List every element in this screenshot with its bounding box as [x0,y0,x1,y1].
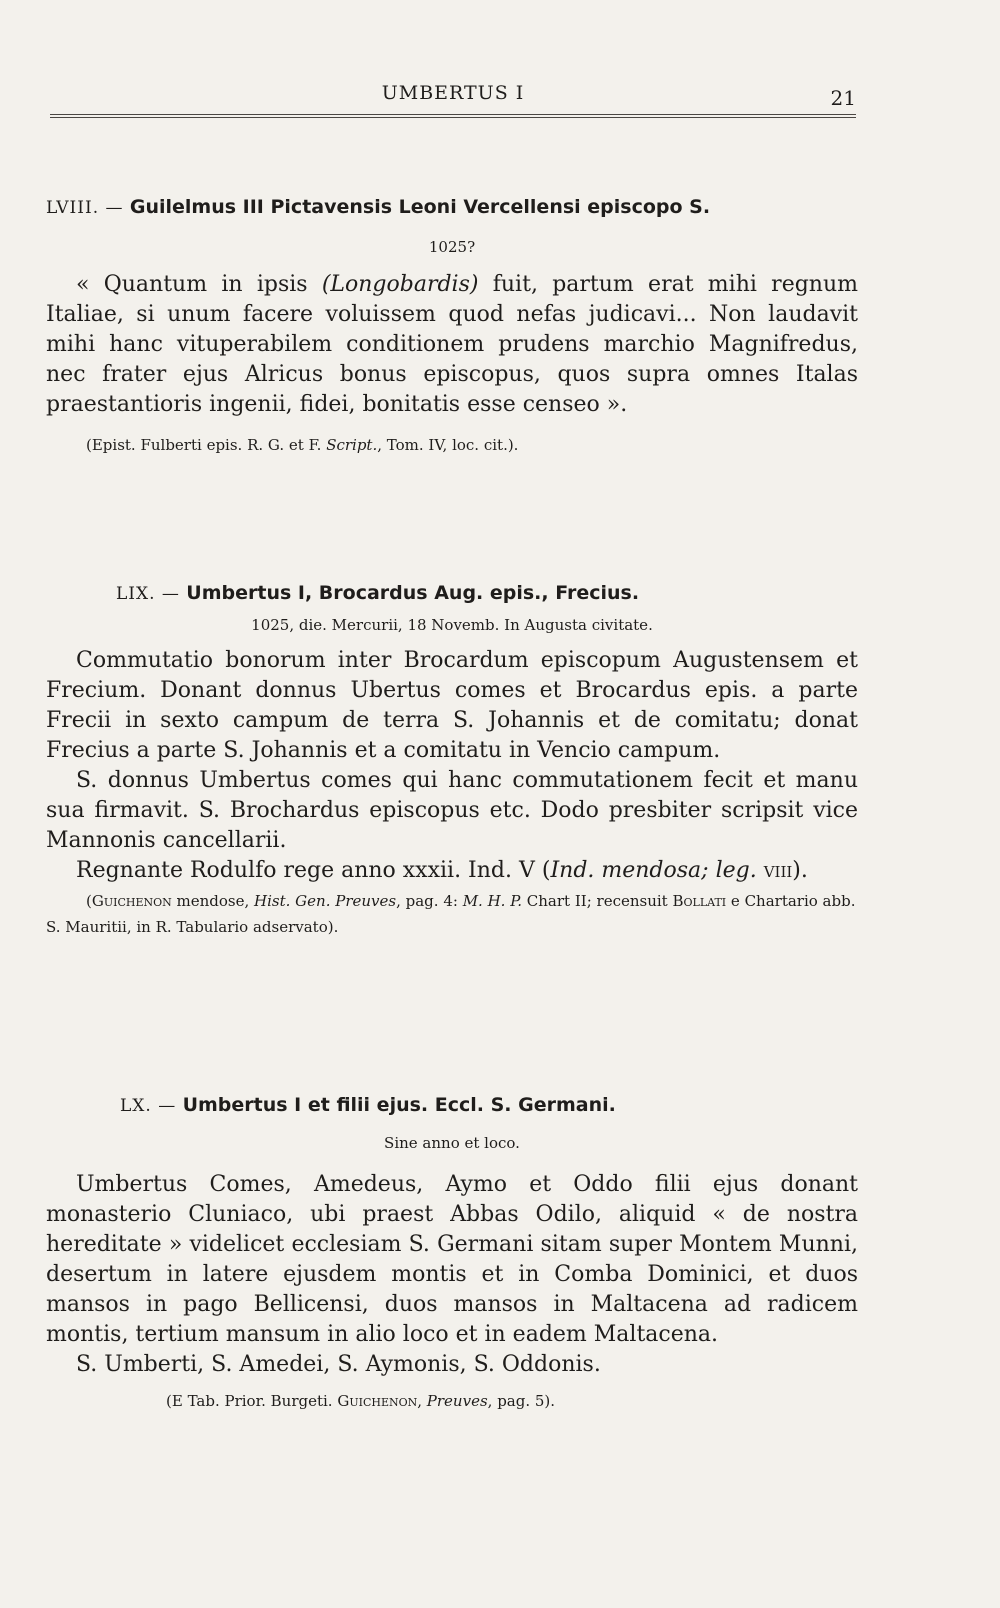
section-heading [46,580,858,604]
source-citation [46,888,858,940]
text-run: Script. [326,436,378,454]
text-run: , pag. 4: [396,892,463,910]
paragraph: S. donnus Umbertus comes qui hanc commutationem fecit et manu sua firmavit. S. Brochardus episcopus etc. Dodo presbiter scripsit vice Mannonis cancellarii. [46,768,858,853]
text-run: Ind. mendosa; leg. [550,858,757,883]
text-run: (Epist. Fulberti epis. R. G. et F. [86,436,327,454]
source-citation [46,432,858,458]
paragraph [46,856,858,886]
section-date: Sine anno et loco. [384,1134,520,1152]
text-run: Regnante Rodulfo rege anno xxxii. Ind. V ( [76,858,551,883]
section-number: LVIII. — [46,198,124,218]
section-title: Umbertus I, Brocardus Aug. epis., Frecius. [186,582,640,604]
section-title: Guilelmus III Pictavensis Leoni Vercellensi episcopo S. [129,196,711,218]
header-rule [50,117,856,118]
paragraph: Umbertus Comes, Amedeus, Aymo et Oddo filii ejus donant monasterio Cluniaco, ubi praest Abbas Odilo, aliquid « de nostra hereditate » videlicet ecclesiam S. Germani sitam super Montem Munni, desertum in latere ejusdem montis et in Comba Dominici, et duos mansos in pago Bellicensi, duos mansos in Maltacena ad radicem montis, tertium mansum in alio loco et in eadem Maltacena. [46,1172,858,1347]
section-date: 1025, die. Mercurii, 18 Novemb. In Augusta civitate. [251,616,653,634]
source-citation [46,1388,858,1414]
section-heading [46,1092,858,1116]
section-heading [46,194,858,218]
text-run: fuit, partum erat mihi regnum Italiae, si unum facere voluissem quod nefas judicavi... Non laudavit mihi hanc vituperabilem conditionem prudens marchio Magnifredus, nec frater ejus Alricus bonus episcopus, quos supra omnes Italas praestantioris ingenii, fidei, bonitatis esse censeo ». [46,272,858,417]
section-text [46,1170,858,1380]
section-text [46,646,858,886]
text-run: M. H. P. [462,892,523,910]
text-run: Hist. Gen. Preuves [254,892,397,910]
section-number: LIX. — [116,584,180,604]
text-run: Guichenon [337,1392,418,1410]
text-run: (Longobardis) [321,272,479,297]
text-run: Guichenon [91,892,172,910]
header-rule [50,114,856,115]
section-title: Umbertus I et filii ejus. Eccl. S. Germani. [182,1094,616,1116]
text-run: , pag. 5). [487,1392,556,1410]
running-header [50,82,856,122]
text-run: (E Tab. Prior. Burgeti. [166,1392,338,1410]
text-run: viii). [756,858,808,883]
text-run: Chart II; recensuit [522,892,673,910]
text-run: mendose, [171,892,255,910]
page-number: 21 [830,86,856,110]
section-lx [46,1092,858,1414]
text-run: , [417,1392,427,1410]
section-date: 1025? [428,238,476,256]
paragraph: S. Umberti, S. Amedei, S. Aymonis, S. Oddonis. [76,1352,601,1377]
section-number: LX. — [120,1096,177,1116]
text-run: Bollati [672,892,727,910]
section-lviii [46,194,858,458]
text-run: Preuves [426,1392,488,1410]
paragraph [46,270,858,420]
section-text [46,270,858,420]
running-title: UMBERTUS I [381,82,525,104]
text-run: , Tom. IV, loc. cit.). [377,436,519,454]
text-run: ( [86,892,92,910]
paragraph: Commutatio bonorum inter Brocardum episcopum Augustensem et Frecium. Donant donnus Ubertus comes et Brocardus epis. a parte Frecii in sexto campum de terra S. Johannis et de comitatu; donat Frecius a parte S. Johannis et a comitatu in Vencio campum. [46,648,858,763]
section-lix [46,580,858,940]
text-run: « Quantum in ipsis [76,272,322,297]
text-run: e Chartario abb. S. Mauritii, in R. Tabulario adservato). [46,892,856,936]
